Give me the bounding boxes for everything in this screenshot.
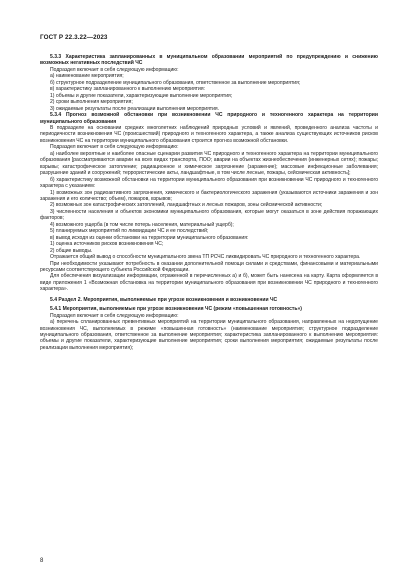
paragraph: В подразделе на основании средних многолетних наблюдений природных условий и явлений, проведенного анализа частоты и периодичности возникновения ЧС (происшествий) природного и техногенного характера, а также анализа существующих источников рисков возникновения ЧС на территории муниципального образования строится прогноз возможной обстановки.: [40, 124, 378, 144]
paragraph: При необходимости указывают потребность в оказании дополнительной помощи силами и средствами, финансовыми и материальными ресурсами соответствующего субъекта Российской Федерации.: [40, 260, 378, 273]
list-item: б) структурное подразделение муниципального образования, ответственное за выполнение мероприятия;: [50, 79, 301, 86]
section-heading: 5.4 Раздел 2. Мероприятия, выполняемые при угрозе возникновения и возникновении ЧС: [50, 296, 278, 303]
list-item: а) наименование мероприятия;: [50, 73, 124, 80]
list-item: 2) сроки выполнения мероприятия;: [50, 99, 133, 106]
list-item: 5) планируемых мероприятий по ликвидации ЧС и ее последствий;: [50, 228, 209, 235]
section-heading: 5.3.4 Прогноз возможной обстановки при возникновении ЧС природного и техногенного характера на территории муниципального образования: [40, 112, 378, 125]
section-5-4: [40, 297, 378, 352]
list-item: 4) возможного ущерба (в том числе потерь населения, материальный ущерб);: [50, 221, 234, 228]
list-item: 1) возможных зон радиоактивного загрязнения, химического и бактериологического заражения (указываются источники заражения и зон заражения и его количество; объем), пожаров, взрывов;: [40, 189, 378, 202]
paragraph: Отражается общий вывод о способности муниципального звена ТП РСЧС ликвидировать ЧС природного и техногенного характера.: [50, 254, 361, 261]
paragraph: Подраздел включает в себя следующую информацию:: [50, 66, 179, 73]
list-item: б) характеристику возможной обстановки на территории муниципального образования при возникновении ЧС природного и техногенного характера с указанием:: [40, 176, 378, 190]
paragraph: Подраздел включает в себя следующую информацию:: [50, 312, 179, 319]
document-header: ГОСТ Р 22.3.22—2023: [40, 34, 108, 41]
page-number: 8: [40, 558, 44, 564]
list-item: 3) ожидаемые результаты после реализации выполнения мероприятия.: [50, 105, 220, 112]
list-item: 1) оценка источников рисков возникновения ЧС;: [50, 241, 164, 248]
list-item: в) вывод исходя из оценки обстановки на территории муниципального образования:: [50, 234, 249, 241]
list-item: 2) общие выводы.: [50, 247, 93, 254]
section-heading: 5.3.3 Характеристика запланированных в муниципальном образовании мероприятий по предупреждению и снижению возможных негативных последствий ЧС: [40, 54, 378, 67]
list-item: 3) численности населения и объектов экономики муниципального образования, которые могут оказаться в зоне действия поражающих факторов;: [40, 208, 378, 222]
paragraph: Подраздел включает в себя следующую информацию:: [50, 144, 179, 151]
list-item: 2) возможных зон катастрофических затоплений, ландшафтных и лесных пожаров, зоны сейсмической активности;: [50, 202, 323, 209]
subsection-heading: 5.4.1 Мероприятия, выполняемые при угрозе возникновения ЧС (режим «повышенная готовность»): [50, 306, 302, 313]
list-item: а) перечень спланированных превентивных мероприятий на территории муниципального образования, направленных на недопущение возникновения ЧС, выполняемых в режиме «повышенная готовность» (наименование мероприятия; структурное подразделение муниципального образования, ответственное за выполнение мероприятия; характеристика запланированного к выполнению мероприятия: объемы и другие показатели, характеризующие выполнение мероприятия; сроки выполнения мероприятия; ожидаемые результаты после реализации выполнения мероприятия);: [40, 319, 378, 351]
list-item: в) характеристику запланированного к выполнению мероприятия:: [50, 86, 205, 93]
list-item: а) наиболее вероятные и наиболее опасные сценарии развития ЧС природного и техногенного характера на территории муниципального образования [рассматриваются аварии на всех видах транспорта, ПОО; аварии на объектах жизнеобеспечения (инженерных сетях); пожары; взрывы; катастрофическое затопление; радиационное и химическое загрязнение (заражение); массовые инфекционные заболевания; разрушение зданий и сооружений; террористические акты, ландшафтные, в том числе лесные, пожары, сейсмическая активность];: [40, 150, 378, 177]
paragraph: Для обеспечения визуализации информации, отраженной в перечисленных а) и б), может быть нанесена на карту. Карта оформляется в виде приложения 1 «Возможная обстановка на территории муниципального образования при возникновении ЧС природного и техногенного характера».: [40, 273, 378, 293]
section-5-3-3: [40, 54, 378, 112]
section-5-3-4: [40, 112, 378, 293]
list-item: 1) объемы и другие показатели, характеризующие выполнение мероприятия;: [50, 92, 233, 99]
